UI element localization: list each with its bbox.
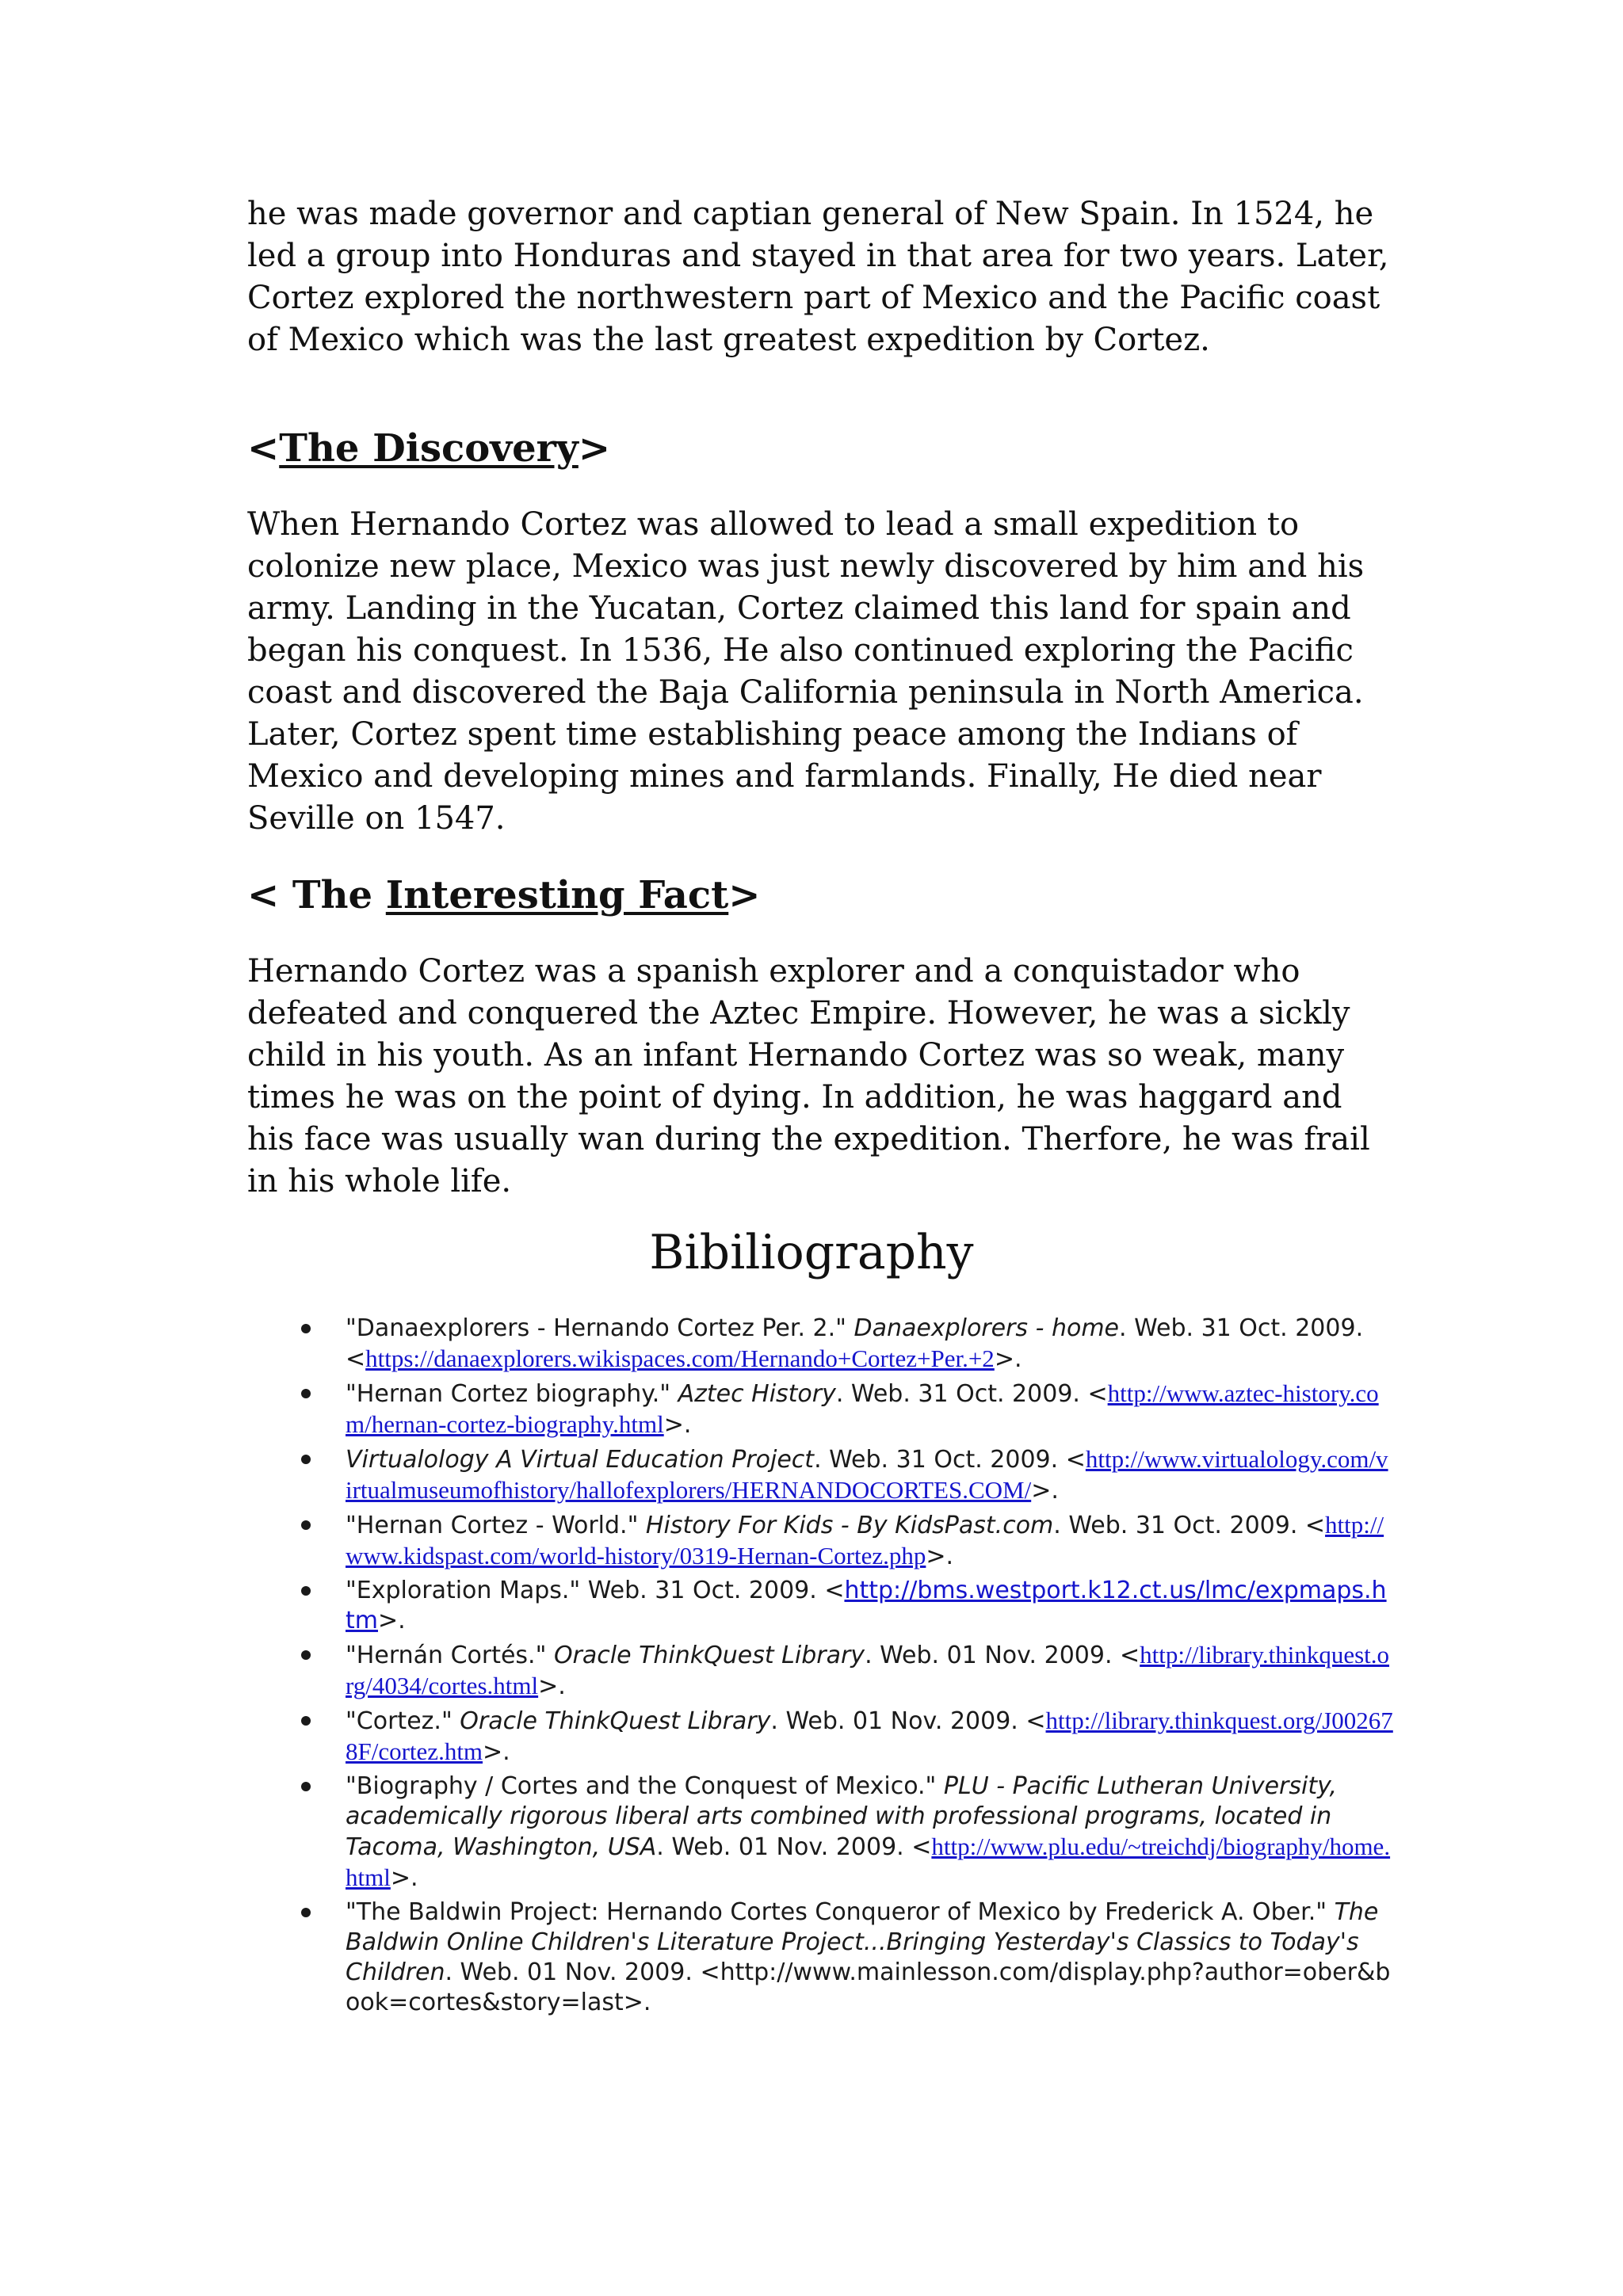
fact-heading-text: Interesting Fact	[385, 873, 729, 917]
discovery-heading-suffix: >	[578, 426, 611, 471]
essay-body	[247, 193, 1396, 1203]
entry-end: >.	[483, 1738, 510, 1766]
bibliography-entry	[301, 1510, 1395, 1572]
entry-source: History For Kids - By KidsPast.com	[645, 1512, 1054, 1539]
discovery-heading-prefix: <	[247, 426, 280, 471]
entry-source: Danaexplorers - home	[854, 1314, 1120, 1342]
entry-url-link[interactable]: http://www.kidspast.com/world-history/0319-Hernan-Cortez.php	[346, 1511, 1384, 1569]
bullet-icon	[301, 1716, 311, 1726]
fact-heading-prefix: < The	[247, 873, 386, 917]
entry-url-link[interactable]: http://bms.westport.k12.ct.us/lmc/expmaps.htm	[346, 1577, 1387, 1634]
bullet-icon	[301, 1782, 311, 1791]
bibliography-entry	[301, 1772, 1395, 1894]
entry-source: Oracle ThinkQuest Library	[553, 1642, 865, 1669]
entry-lead: "Danaexplorers - Hernando Cortez Per. 2."	[346, 1314, 854, 1342]
bibliography-entry	[301, 1444, 1395, 1506]
entry-lead: "Cortez."	[346, 1707, 460, 1735]
entry-tail: . Web. 01 Nov. 2009. <	[865, 1642, 1140, 1669]
discovery-heading	[247, 425, 1396, 472]
entry-tail: . Web. 01 Nov. 2009. <	[656, 1833, 932, 1861]
entry-source: Aztec History	[678, 1380, 836, 1408]
entry-lead: "Hernan Cortez biography."	[346, 1380, 678, 1408]
bibliography-entry	[301, 1314, 1395, 1375]
entry-tail: . Web. 31 Oct. 2009. <	[814, 1446, 1086, 1474]
entry-end: >.	[663, 1411, 692, 1439]
entry-url-link[interactable]: http://www.plu.edu/~treichdj/biography/home.html	[346, 1833, 1391, 1891]
bullet-icon	[301, 1324, 311, 1333]
entry-lead: "The Baldwin Project: Hernando Cortes Conqueror of Mexico by Frederick A. Ober."	[346, 1898, 1335, 1926]
fact-heading-suffix: >	[728, 873, 761, 917]
entry-end: >.	[623, 1989, 651, 2016]
entry-source: The Baldwin Online Children's Literature Project...Bringing Yesterday's Classics to Today's Children	[346, 1898, 1379, 1986]
bullet-icon	[301, 1520, 311, 1530]
entry-end: >.	[926, 1543, 954, 1570]
entry-url-link[interactable]: http://library.thinkquest.org/J002678F/cortez.htm	[346, 1707, 1393, 1765]
entry-end: >.	[390, 1864, 418, 1892]
bibliography-list	[301, 1314, 1395, 2022]
bullet-icon	[301, 1586, 311, 1596]
entry-tail: . Web. 01 Nov. 2009. <	[445, 1958, 720, 1986]
bibliography-title: Bibiliography	[649, 1225, 974, 1280]
entry-lead: "Hernán Cortés."	[346, 1642, 554, 1669]
entry-lead: "Exploration Maps." Web. 31 Oct. 2009. <	[346, 1577, 845, 1604]
entry-url-link[interactable]: http://www.virtualology.com/virtualmuseumofhistory/hallofexplorers/HERNANDOCORTES.COM/	[346, 1445, 1388, 1504]
entry-url-link[interactable]: http://www.aztec-history.com/hernan-cortez-biography.html	[346, 1379, 1379, 1438]
bullet-icon	[301, 1389, 311, 1398]
discovery-heading-text: The Discovery	[279, 426, 579, 471]
bibliography-entry	[301, 1706, 1395, 1768]
bibliography-entry	[301, 1640, 1395, 1702]
entry-source: Virtualology A Virtual Education Project	[346, 1446, 815, 1474]
bibliography-entry	[301, 1897, 1395, 2018]
entry-url-link[interactable]: https://danaexplorers.wikispaces.com/Hernando+Cortez+Per.+2	[365, 1344, 995, 1372]
bibliography-entry	[301, 1576, 1395, 1636]
entry-tail: . Web. 01 Nov. 2009. <	[770, 1707, 1046, 1735]
fact-paragraph: Hernando Cortez was a spanish explorer and a conquistador who defeated and conquered the Aztec Empire. However, he was a sickly child in his youth. As an infant Hernando Cortez was so weak, many times he was on the point of dying. In addition, he was haggard and his face was usually wan during the expedition. Therfore, he was frail in his whole life.	[247, 953, 1370, 1199]
entry-tail: . Web. 31 Oct. 2009. <	[1053, 1512, 1326, 1539]
bullet-icon	[301, 1650, 311, 1660]
entry-lead: "Biography / Cortes and the Conquest of Mexico."	[346, 1772, 944, 1800]
entry-source: PLU - Pacific Lutheran University, academically rigorous liberal arts combined with professional programs, located in Tacoma, Washington, USA	[346, 1772, 1338, 1861]
bullet-icon	[301, 1455, 311, 1464]
entry-end: >.	[1031, 1477, 1059, 1505]
entry-end: >.	[994, 1345, 1022, 1373]
entry-url-link[interactable]: http://library.thinkquest.org/4034/cortes.html	[346, 1641, 1390, 1699]
entry-tail: . Web. 31 Oct. 2009. <	[346, 1314, 1364, 1373]
entry-source: Oracle ThinkQuest Library	[460, 1707, 771, 1735]
bibliography-entry	[301, 1379, 1395, 1440]
entry-lead: "Hernan Cortez - World."	[346, 1512, 646, 1539]
entry-end: >.	[538, 1672, 566, 1700]
bullet-icon	[301, 1908, 311, 1917]
fact-heading	[247, 871, 1396, 919]
entry-tail: . Web. 31 Oct. 2009. <	[835, 1380, 1108, 1408]
intro-paragraph: he was made governor and captian general of New Spain. In 1524, he led a group into Honduras and stayed in that area for two years. Later, Cortez explored the northwestern part of Mexico and the Pacific coast of Mexico which was the last greatest expedition by Cortez.	[247, 196, 1389, 358]
entry-end: >.	[378, 1607, 406, 1634]
entry-url-text: http://www.mainlesson.com/display.php?author=ober&book=cortes&story=last	[346, 1958, 1391, 2016]
discovery-paragraph: When Hernando Cortez was allowed to lead a small expedition to colonize new place, Mexico was just newly discovered by him and his army. Landing in the Yucatan, Cortez claimed this land for spain and began his conquest. In 1536, He also continued exploring the Pacific coast and discovered the Baja California peninsula in North America. Later, Cortez spent time establishing peace among the Indians of Mexico and developing mines and farmlands. Finally, He died near Seville on 1547.	[247, 506, 1365, 837]
